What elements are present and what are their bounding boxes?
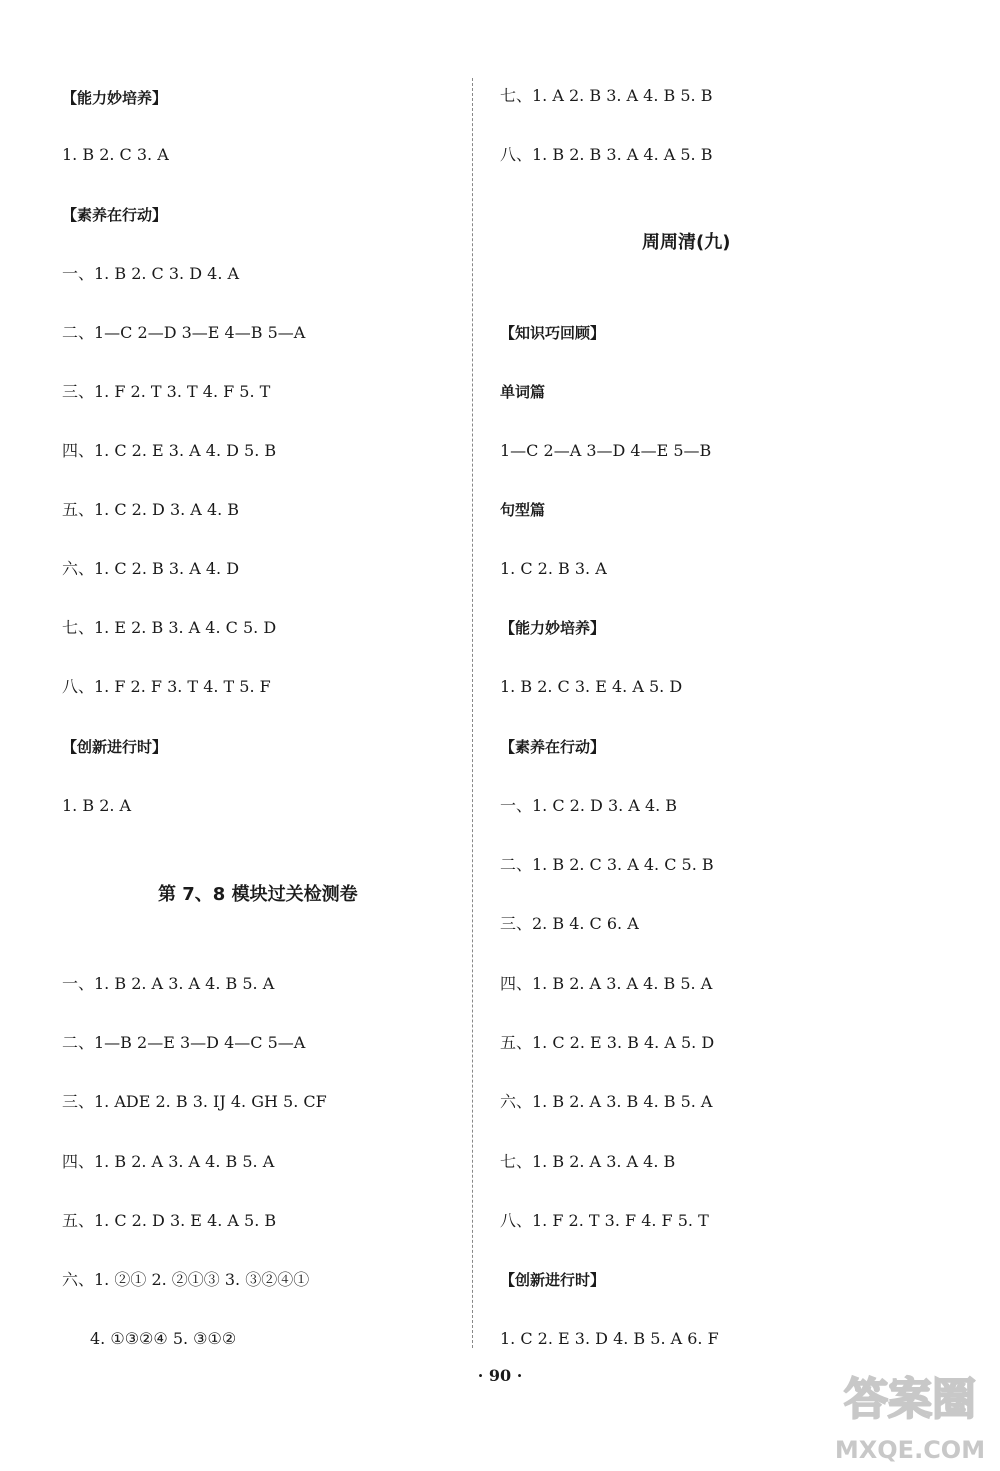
column-divider [472, 78, 473, 1348]
answer-line: 1. B 2. C 3. A [62, 145, 169, 164]
answer-line: 1. C 2. B 3. A [500, 559, 607, 578]
answer-line: 二、1—C 2—D 3—E 4—B 5—A [62, 323, 306, 342]
answer-line: 三、1. ADE 2. B 3. IJ 4. GH 5. CF [62, 1092, 327, 1111]
answer-line: 六、1. C 2. B 3. A 4. D [62, 559, 240, 578]
answer-line: 1—C 2—A 3—D 4—E 5—B [500, 441, 712, 460]
answer-line: 一、1. B 2. C 3. D 4. A [62, 264, 240, 283]
answer-line: 1. C 2. E 3. D 4. B 5. A 6. F [500, 1329, 719, 1348]
answer-line: 六、1. ②① 2. ②①③ 3. ③②④① [62, 1270, 310, 1289]
answer-line: 三、2. B 4. C 6. A [500, 914, 639, 933]
section-heading: 【素养在行动】 [62, 206, 168, 224]
answer-line: 二、1. B 2. C 3. A 4. C 5. B [500, 855, 714, 874]
answer-line: 五、1. C 2. D 3. E 4. A 5. B [62, 1211, 277, 1230]
section-heading: 【创新进行时】 [62, 738, 168, 756]
answer-line: 一、1. B 2. A 3. A 4. B 5. A [62, 974, 275, 993]
test-title: 第 7、8 模块过关检测卷 [158, 884, 358, 905]
answer-line: 4. ①③②④ 5. ③①② [90, 1329, 237, 1348]
answer-line: 五、1. C 2. D 3. A 4. B [62, 500, 240, 519]
watermark-main-text: 答案圈 [844, 1374, 976, 1425]
answer-line: 四、1. B 2. A 3. A 4. B 5. A [62, 1152, 275, 1171]
answer-line: 七、1. B 2. A 3. A 4. B [500, 1152, 676, 1171]
section-heading: 【知识巧回顾】 [500, 324, 606, 342]
answer-line: 七、1. A 2. B 3. A 4. B 5. B [500, 86, 713, 105]
answer-line: 八、1. F 2. F 3. T 4. T 5. F [62, 677, 271, 696]
section-heading: 句型篇 [500, 501, 546, 519]
answer-line: 一、1. C 2. D 3. A 4. B [500, 796, 678, 815]
answer-line: 八、1. F 2. T 3. F 4. F 5. T [500, 1211, 709, 1230]
section-heading: 单词篇 [500, 383, 546, 401]
answer-line: 三、1. F 2. T 3. T 4. F 5. T [62, 382, 271, 401]
answer-line: 五、1. C 2. E 3. B 4. A 5. D [500, 1033, 715, 1052]
section-heading: 【创新进行时】 [500, 1271, 606, 1289]
answer-line: 六、1. B 2. A 3. B 4. B 5. A [500, 1092, 713, 1111]
answer-line: 四、1. B 2. A 3. A 4. B 5. A [500, 974, 713, 993]
answer-line: 七、1. E 2. B 3. A 4. C 5. D [62, 618, 277, 637]
section-heading: 【能力妙培养】 [62, 89, 168, 107]
week-title: 周周清(九) [642, 232, 731, 253]
watermark-logo [832, 1352, 992, 1470]
answer-line: 四、1. C 2. E 3. A 4. D 5. B [62, 441, 277, 460]
watermark-sub-text: MXQE.COM [834, 1436, 986, 1464]
answer-line: 二、1—B 2—E 3—D 4—C 5—A [62, 1033, 306, 1052]
section-heading: 【素养在行动】 [500, 738, 606, 756]
answer-line: 1. B 2. C 3. E 4. A 5. D [500, 677, 683, 696]
answer-line: 1. B 2. A [62, 796, 132, 815]
page-number: · 90 · [477, 1366, 523, 1385]
section-heading: 【能力妙培养】 [500, 619, 606, 637]
answer-line: 八、1. B 2. B 3. A 4. A 5. B [500, 145, 713, 164]
